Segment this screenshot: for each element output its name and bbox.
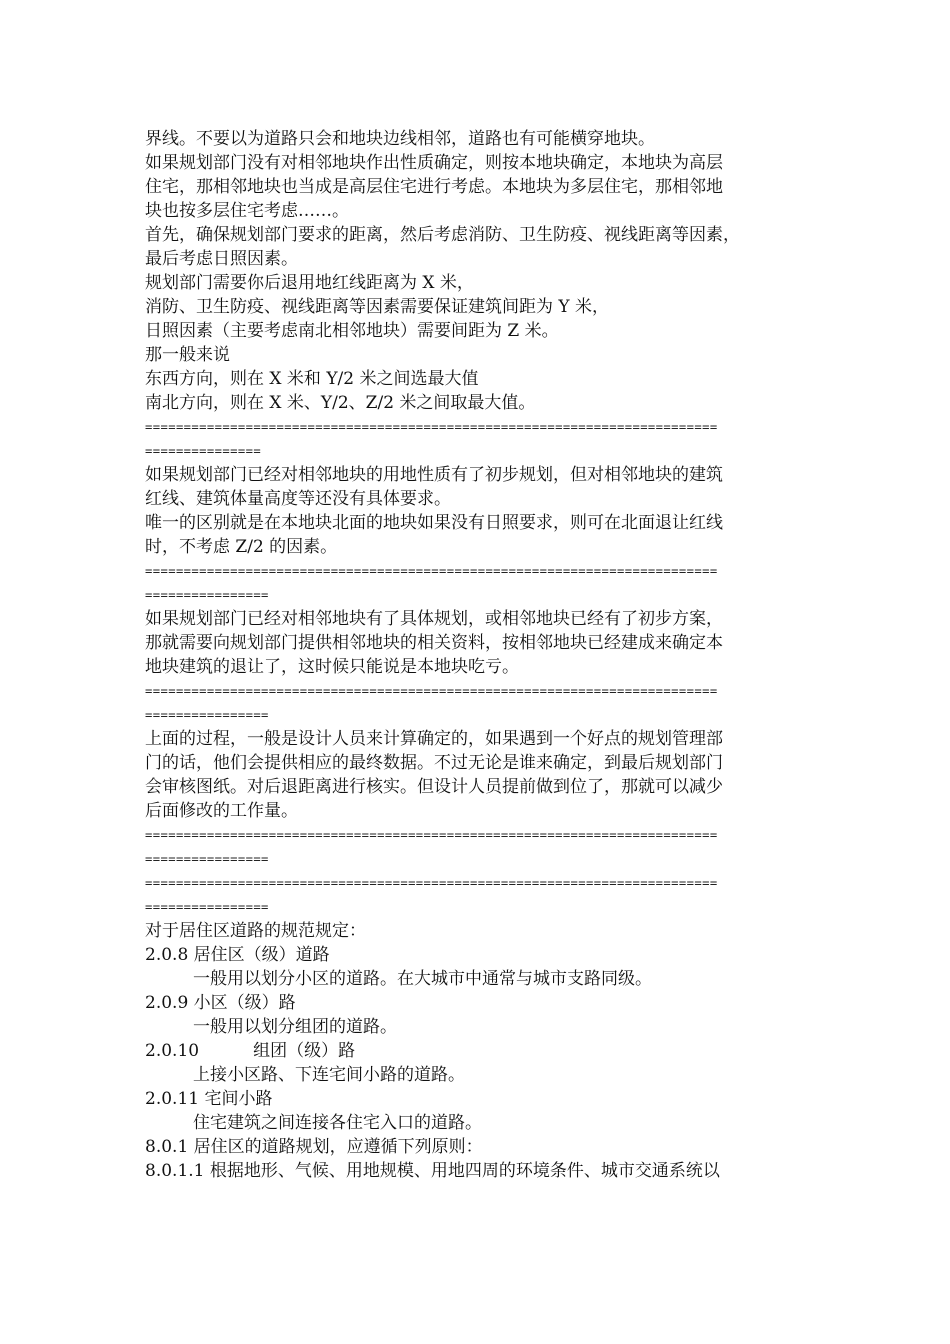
separator-rule-tail: ================: [145, 708, 269, 722]
separator-rule-tail: ================: [145, 588, 269, 602]
spec-heading: 对于居住区道路的规范规定：: [145, 921, 366, 941]
separator-rule-tail: ================: [145, 900, 269, 914]
separator-rule: ==========================================================================: [145, 684, 718, 698]
text-line: 会审核图纸。对后退距离进行核实。但设计人员提前做到位了，那就可以减少: [145, 777, 723, 797]
text-line: 如果规划部门没有对相邻地块作出性质确定，则按本地块确定，本地块为高层: [145, 153, 723, 173]
clause-number: 2.0.8: [145, 945, 189, 965]
text-line: 如果规划部门已经对相邻地块的用地性质有了初步规划，但对相邻地块的建筑: [145, 465, 723, 485]
text-line: 东西方向，则在 X 米和 Y/2 米之间选最大值: [145, 369, 479, 389]
document-body: [145, 127, 807, 1183]
clause-description: 一般用以划分小区的道路。在大城市中通常与城市支路同级。: [193, 969, 652, 989]
clause-text: 根据地形、气候、用地规模、用地四周的环境条件、城市交通系统以: [209, 1161, 720, 1181]
clause-number: 2.0.11: [145, 1089, 200, 1109]
clause-description: 一般用以划分组团的道路。: [193, 1017, 397, 1037]
clause-number: 2.0.10: [145, 1041, 200, 1061]
clause-title: 居住区的道路规划，应遵循下列原则：: [193, 1137, 483, 1157]
clause-title: 居住区（级）道路: [193, 945, 330, 965]
clause-number: 8.0.1: [145, 1137, 189, 1157]
clause-title: 宅间小路: [204, 1089, 273, 1109]
text-line: 地块建筑的退让了，这时候只能说是本地块吃亏。: [145, 657, 519, 677]
clause-title: 小区（级）路: [193, 993, 296, 1013]
separator-rule: ==========================================================================: [145, 876, 718, 890]
spec-item-2-0-9: [145, 991, 807, 1015]
text-line: 时，不考虑 Z/2 的因素。: [145, 537, 338, 557]
clause-number: 8.0.1.1: [145, 1161, 205, 1181]
separator-rule: ==========================================================================: [145, 564, 718, 578]
clause-number: 2.0.9: [145, 993, 189, 1013]
spec-item-2-0-8: [145, 943, 807, 967]
spec-item-2-0-10: [145, 1039, 807, 1063]
text-line: 消防、卫生防疫、视线距离等因素需要保证建筑间距为 Y 米，: [145, 297, 610, 317]
clause-description: 住宅建筑之间连接各住宅入口的道路。: [193, 1113, 482, 1133]
spec-item-8-0-1: [145, 1135, 807, 1159]
text-line: 块也按多层住宅考虑……。: [145, 201, 349, 221]
text-line: 唯一的区别就是在本地块北面的地块如果没有日照要求，则可在北面退让红线: [145, 513, 723, 533]
spec-item-8-0-1-1: [145, 1159, 807, 1183]
text-line: 上面的过程，一般是设计人员来计算确定的，如果遇到一个好点的规划管理部: [145, 729, 723, 749]
text-line: 如果规划部门已经对相邻地块有了具体规划，或相邻地块已经有了初步方案，: [145, 609, 723, 629]
text-line: 后面修改的工作量。: [145, 801, 298, 821]
text-line: 那一般来说: [145, 345, 230, 365]
text-line: 住宅，那相邻地块也当成是高层住宅进行考虑。本地块为多层住宅，那相邻地: [145, 177, 723, 197]
text-line: 首先，确保规划部门要求的距离，然后考虑消防、卫生防疫、视线距离等因素，: [145, 225, 740, 245]
text-line: 南北方向，则在 X 米、Y/2、Z/2 米之间取最大值。: [145, 393, 536, 413]
separator-rule-tail: ===============: [145, 444, 262, 458]
clause-description: 上接小区路、下连宅间小路的道路。: [193, 1065, 465, 1085]
text-line: 最后考虑日照因素。: [145, 249, 298, 269]
spec-item-2-0-11: [145, 1087, 807, 1111]
text-line: 门的话，他们会提供相应的最终数据。不过无论是谁来确定，到最后规划部门: [145, 753, 723, 773]
clause-title: 组团（级）路: [253, 1041, 356, 1061]
text-line: 界线。不要以为道路只会和地块边线相邻，道路也有可能横穿地块。: [145, 129, 655, 149]
text-line: 红线、建筑体量高度等还没有具体要求。: [145, 489, 451, 509]
text-line: 日照因素（主要考虑南北相邻地块）需要间距为 Z 米。: [145, 321, 559, 341]
separator-rule: ==========================================================================: [145, 828, 718, 842]
text-line: 那就需要向规划部门提供相邻地块的相关资料，按相邻地块已经建成来确定本: [145, 633, 723, 653]
separator-rule-tail: ================: [145, 852, 269, 866]
separator-rule: ==========================================================================: [145, 420, 718, 434]
text-line: 规划部门需要你后退用地红线距离为 X 米，: [145, 273, 474, 293]
